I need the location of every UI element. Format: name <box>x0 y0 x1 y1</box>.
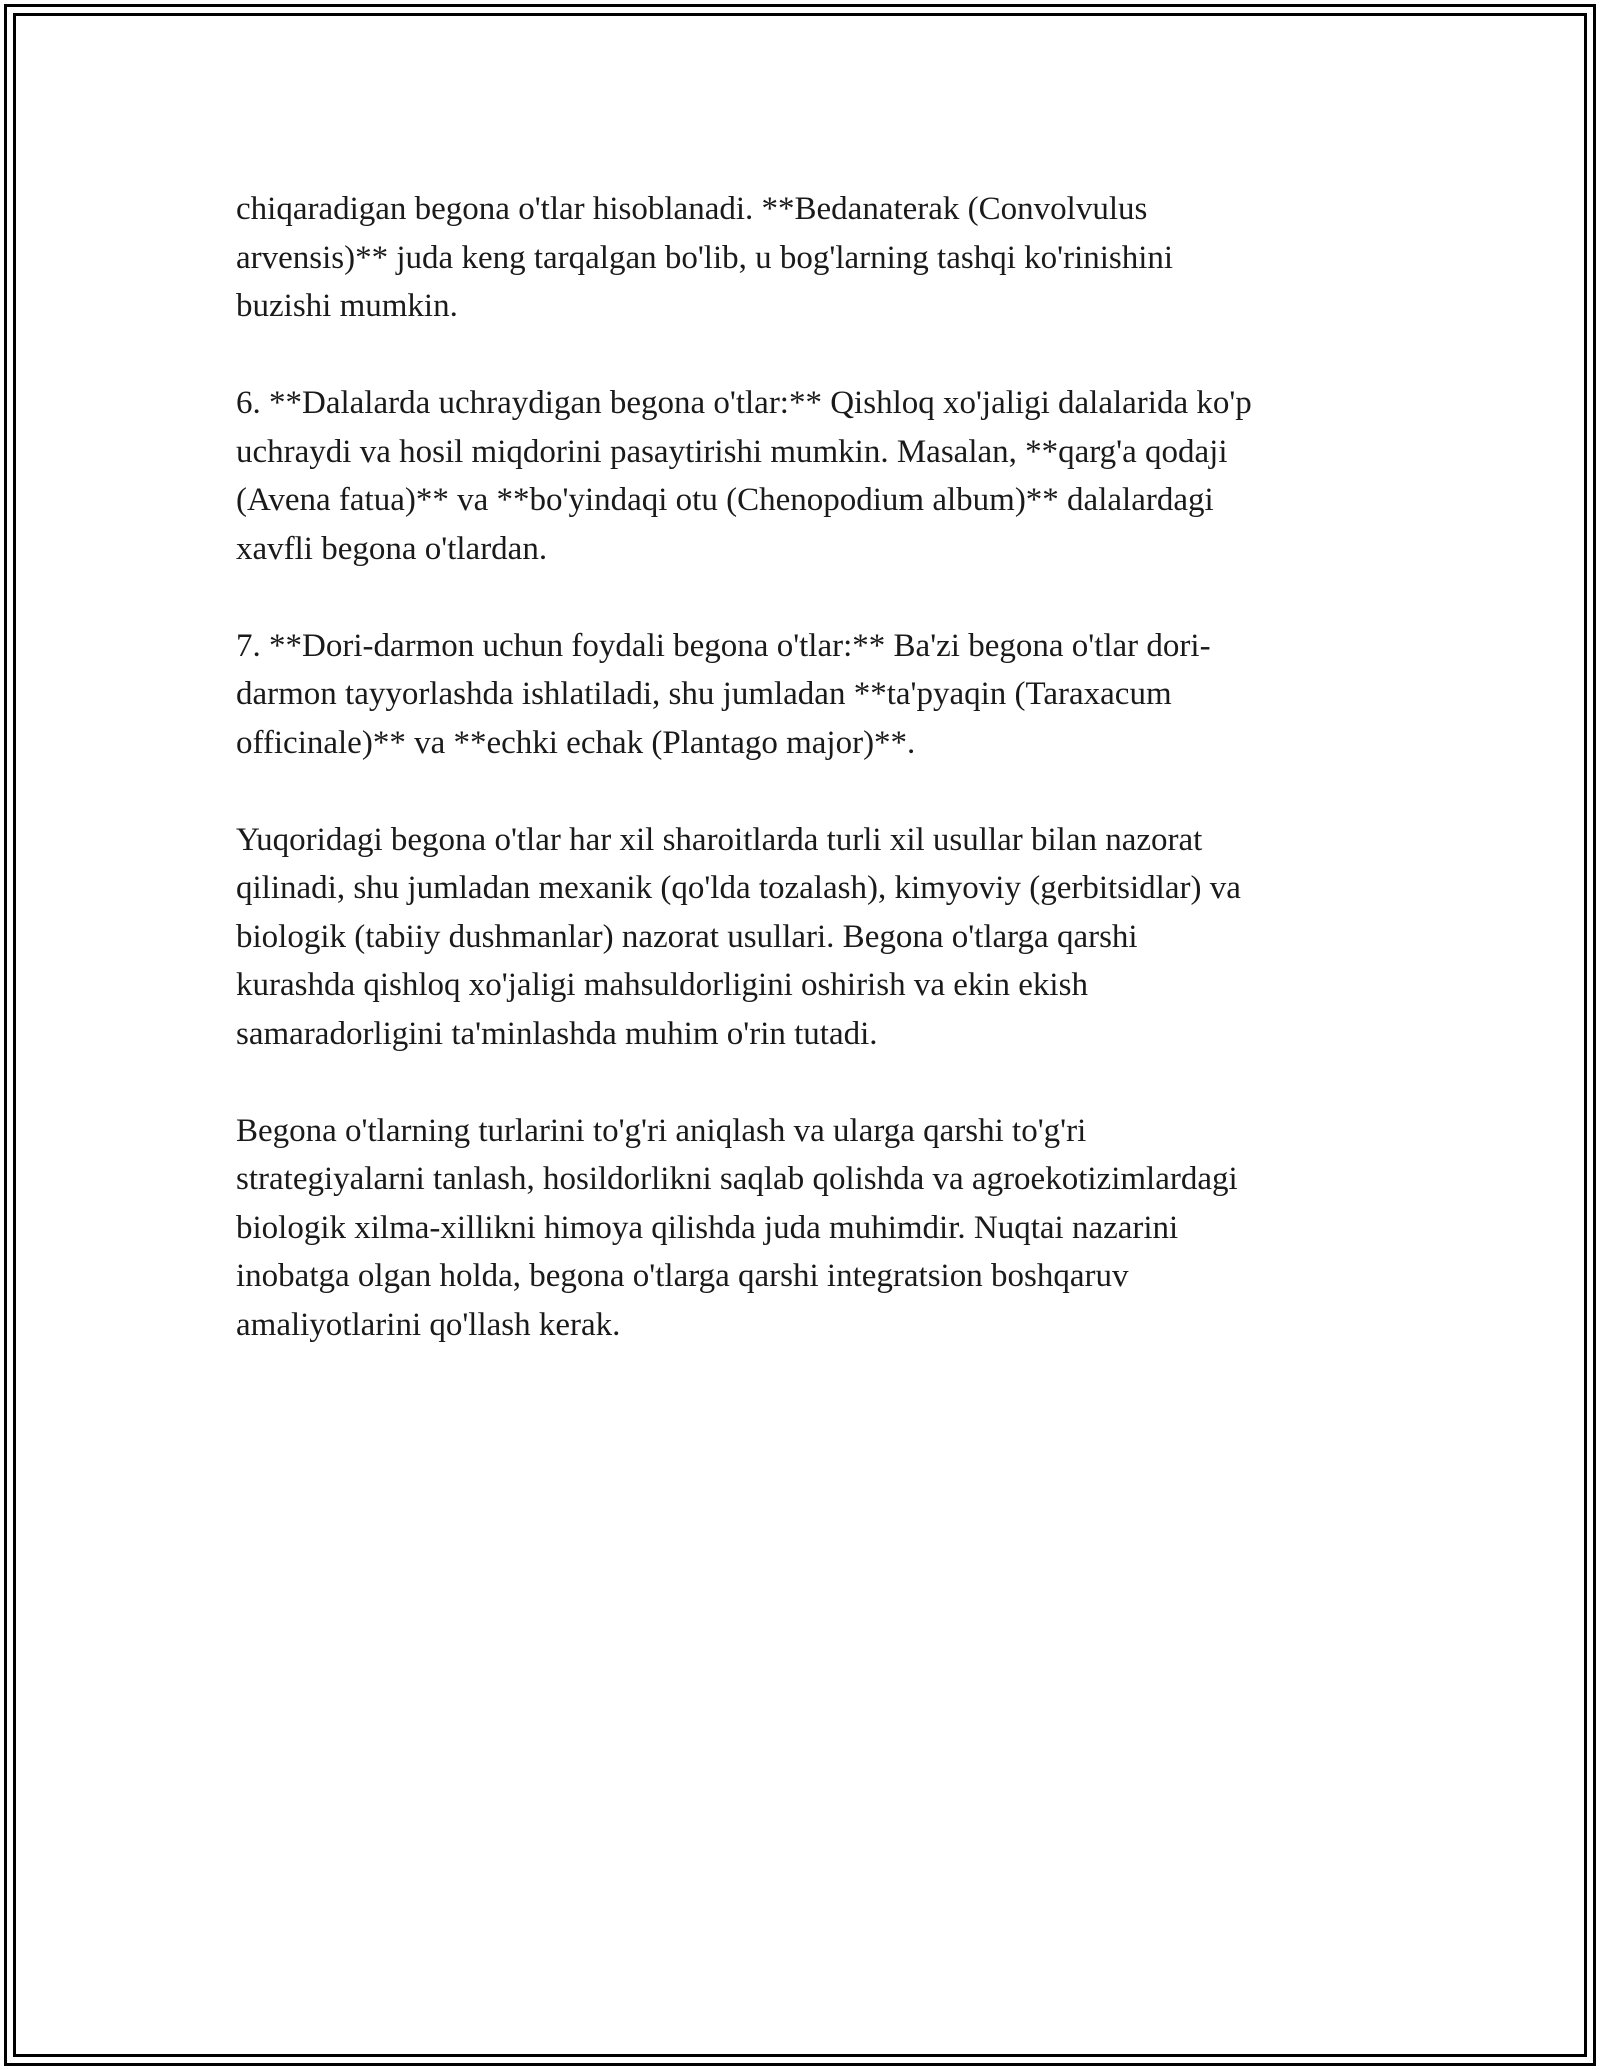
paragraph-control-methods: Yuqoridagi begona o'tlar har xil sharoitlarda turli xil usullar bilan nazorat qilinadi, shu jumladan mexanik (qo'lda tozalash), kimyoviy (gerbitsidlar) va biologik (tabiiy dushmanlar) nazorat usullari. Begona o'tlarga qarshi kurashda qishloq xo'jaligi mahsuldorligini oshirish va ekin ekish samaradorligini ta'minlashda muhim o'rin tutadi. <box>236 821 1241 1052</box>
paragraph-convolvulus: chiqaradigan begona o'tlar hisoblanadi. **Bedanaterak (Convolvulus arvensis)** juda keng tarqalgan bo'lib, u bog'larning tashqi ko'rinishini buzishi mumkin. <box>236 191 1174 324</box>
paragraph-field-weeds: 6. **Dalalarda uchraydigan begona o'tlar:** Qishloq xo'jaligi dalalarida ko'p uchraydi va hosil miqdorini pasaytirishi mumkin. Masalan, **qarg'a qodaji (Avena fatua)** va **bo'yindaqi otu (Chenopodium album)** dalalardagi xavfli begona o'tlardan. <box>236 385 1252 567</box>
paragraph-medicinal-weeds: 7. **Dori-darmon uchun foydali begona o'tlar:** Ba'zi begona o'tlar dori- darmon tayyorlashda ishlatiladi, shu jumladan **ta'pyaqin (Taraxacum officinale)** va **echki echak (Plantago major)**. <box>236 627 1211 761</box>
paragraph-conclusion: Begona o'tlarning turlarini to'g'ri aniqlash va ularga qarshi to'g'ri strategiyalarni tanlash, hosildorlikni saqlab qolishda va agroekotizimlardagi biologik xilma-xillikni himoya qilishda juda muhimdir. Nuqtai nazarini inobatga olgan holda, begona o'tlarga qarshi integratsion boshqaruv amaliyotlarini qo'llash kerak. <box>236 1112 1238 1343</box>
document-body <box>236 185 1376 1398</box>
